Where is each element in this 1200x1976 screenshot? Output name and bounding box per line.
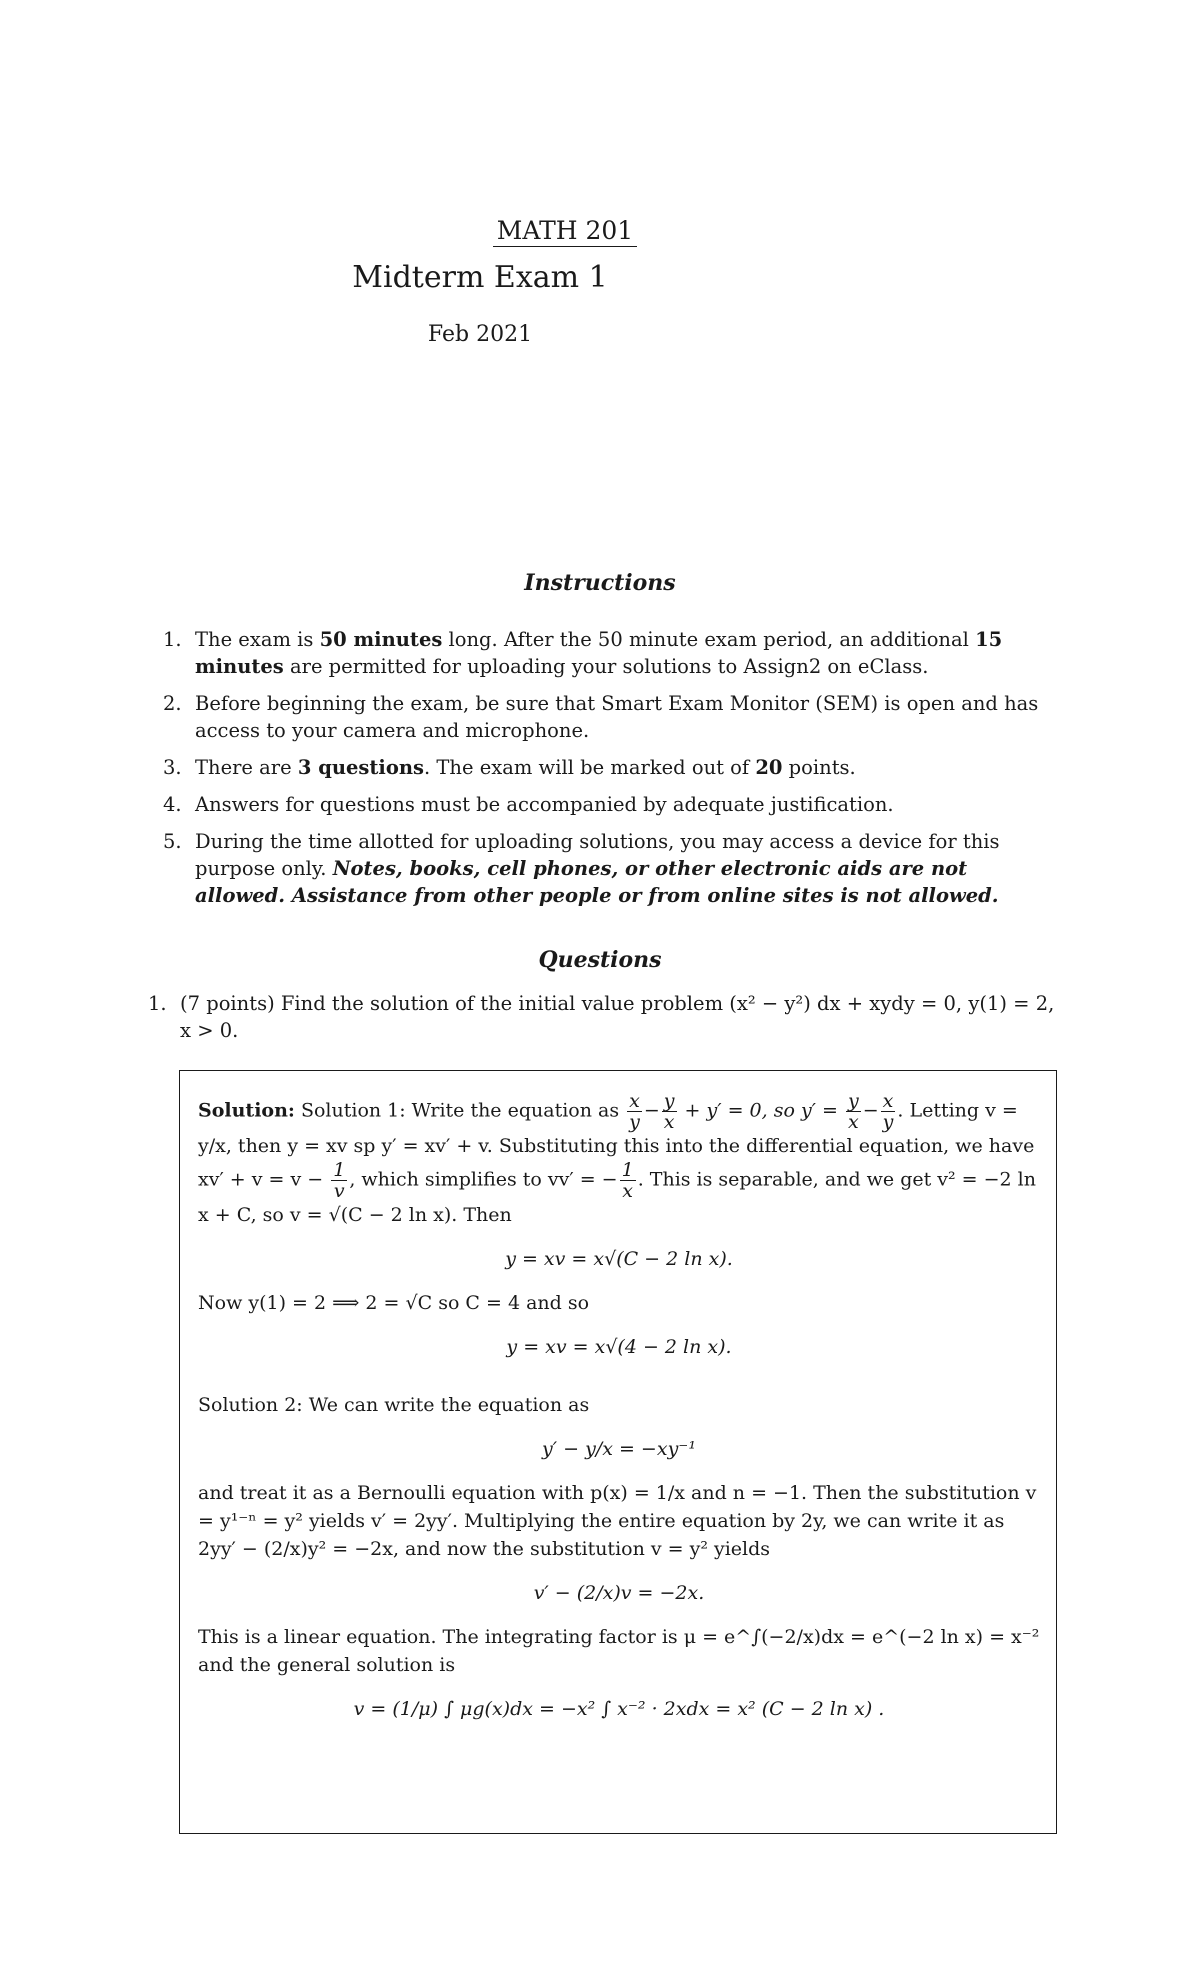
exam-title: Midterm Exam 1 [352, 260, 608, 295]
equation-integrating: v = (1/μ) ∫ μg(x)dx = −x² ∫ x⁻² · 2xdx = x² (C − 2 ln x) . [353, 1698, 885, 1720]
equation-particular: y = xv = x√(4 − 2 ln x). [506, 1336, 732, 1358]
instruction-item: 4. Answers for questions must be accompanied by adequate justification. [163, 793, 894, 816]
solution-text: Solution: Solution 1: Write the equation as $\frac{x}{y}$ − $\frac{y}{x}$ + y′ = 0, so y′ = $\frac{y}{x}$ − $\frac{x}{y}$ . Letting v = y/x, then y = xv sp y′ = xv′ + v. Substituting this into the differential equation, we have xv′ + v = v − $\frac{1}{v}$ , which simplifies to vv′ = − $\frac{1}{x}$ . This is separable, and we get v² = −2 ln x + C, so v = √(C − 2 ln x). Then y = xv = x√(C − 2 ln x). Now y(1) = 2 ⟹ 2 = √C so C = 4 and so y = xv = x√(4 − 2 ln x). Solution 2: We can write the equation as y′ − y/x = −xy⁻¹ and treat it as a Bernoulli equation with p(x) = 1/x and n = −1. Then the substitution v = y¹⁻ⁿ = y² yields v′ = 2yy′. Multiplying the entire equation by 2y, we can write it as 2yy′ − (2/x)y² = −2x, and now the substitution v = y² yields v′ − (2/x)v = −2x. This is a linear equation. The integrating factor is μ = e^∫(−2/x)dx = e^(−2 ln x) = x⁻² and the general solution is v = (1/μ) ∫ μg(x)dx = −x² ∫ x⁻² · 2xdx = x² (C − 2 ln x) . [198, 1091, 1040, 1739]
instruction-item: 1. The exam is 50 minutes long. After the 50 minute exam period, an additional 15 minutes are permitted for uploading your solutions to Assign2 on eClass. [163, 628, 1003, 678]
equation-general: y = xv = x√(C − 2 ln x). [505, 1248, 733, 1270]
instruction-item: 2. Before beginning the exam, be sure that Smart Exam Monitor (SEM) is open and has access to your camera and microphone. [163, 692, 1039, 742]
instructions-list [163, 626, 1063, 919]
fraction-x-over-y: $\frac{x}{y}$ [882, 1090, 894, 1133]
solution-2-intro: Solution 2: We can write the equation as [198, 1394, 590, 1416]
question-1-text: (7 points) Find the solution of the initial value problem (x² − y²) dx + xydy = 0, y(1) = 2, x > 0. [180, 992, 1055, 1042]
solution-label: Solution: [198, 1099, 295, 1122]
course-code: MATH 201 [0, 216, 1200, 247]
question-1: 1. (7 points) Find the solution of the initial value problem (x² − y²) dx + xydy = 0, y(1) = 2, x > 0. [148, 992, 1055, 1042]
bernoulli-text: and treat it as a Bernoulli equation with p(x) = 1/x and n = −1. Then the substitution v = y¹⁻ⁿ = y² yields v′ = 2yy′. Multiplying the entire equation by 2y, we can write it as 2yy′ − (2/x)y² = −2x, and now the substitution v = y² yields [198, 1482, 1037, 1560]
exam-date: Feb 2021 [427, 322, 533, 347]
equation-bernoulli: y′ − y/x = −xy⁻¹ [542, 1438, 696, 1460]
linear-text: This is a linear equation. The integrating factor is μ = e^∫(−2/x)dx = e^(−2 ln x) = x⁻² and the general solution is [198, 1626, 1040, 1676]
instruction-item: 5. During the time allotted for uploading solutions, you may access a device for this purpose only. Notes, books, cell phones, or other electronic aids are not allowed. Assistance from other people or from online sites is not allowed. [163, 830, 1000, 907]
solution-box [179, 1070, 1057, 1834]
instruction-item: 3. There are 3 questions. The exam will be marked out of 20 points. [163, 756, 856, 779]
fraction-1-over-x: $\frac{1}{x}$ [621, 1159, 634, 1202]
fraction-1-over-v: $\frac{1}{v}$ [333, 1159, 346, 1202]
fraction-y-over-x: $\frac{y}{x}$ [848, 1090, 859, 1133]
rules-emphasis: Notes, books, cell phones, or other electronic aids are not allowed. Assistance from other people or from online sites is not allowed. [195, 857, 999, 907]
questions-heading: Questions [538, 947, 662, 973]
instructions-heading: Instructions [524, 570, 676, 596]
fraction-x-over-y: $\frac{x}{y}$ [629, 1090, 640, 1133]
fraction-y-over-x: $\frac{y}{x}$ [663, 1090, 675, 1133]
initial-condition-text: Now y(1) = 2 ⟹ 2 = √C so C = 4 and so [198, 1292, 590, 1314]
equation-linear: v′ − (2/x)v = −2x. [533, 1582, 705, 1604]
